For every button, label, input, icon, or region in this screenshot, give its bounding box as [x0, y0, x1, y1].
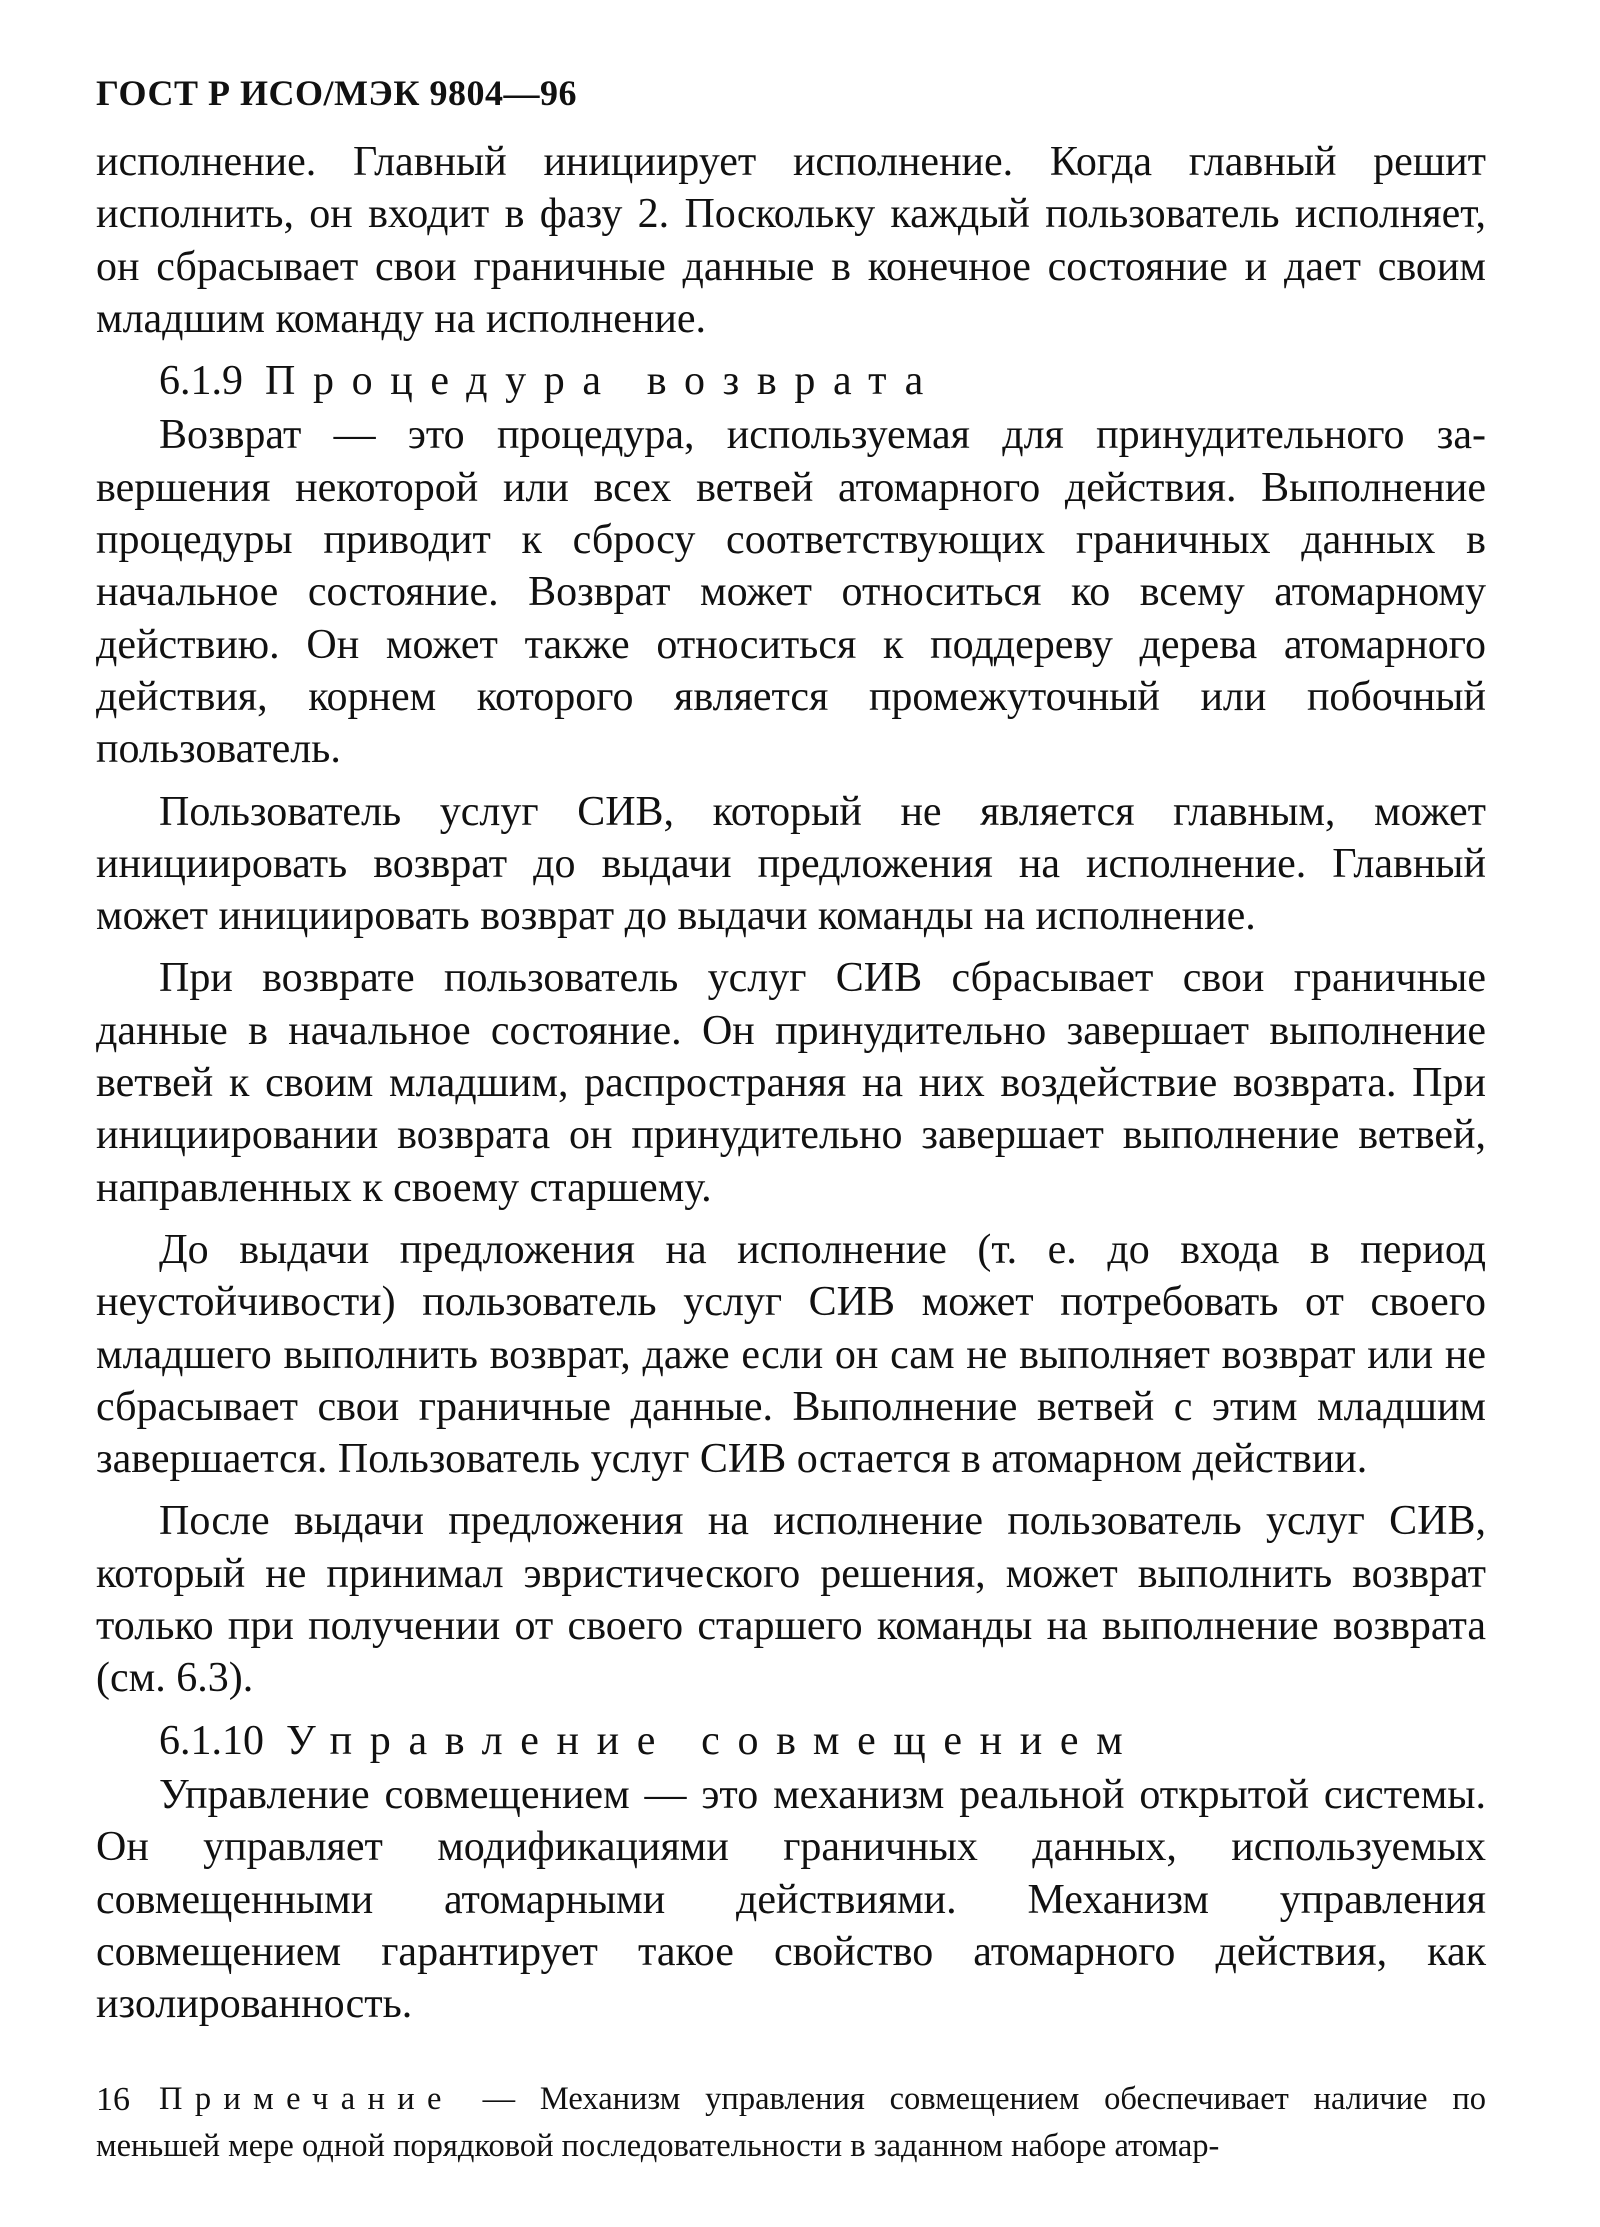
section-heading-6-1-10: [96, 1715, 1486, 1767]
section-number: 6.1.9: [159, 358, 243, 405]
document-page: [96, 62, 1486, 2170]
section-number: 6.1.10: [159, 1717, 264, 1764]
paragraph: Управление совмещением — это механизм реальной открытой системы. Он управляет модификациями граничных данных, используемых совмещенными атомарными действиями. Механизм управления совмещением гарантирует такое свойство атомарного действия, как изолированность.: [96, 1771, 1486, 2028]
paragraph: Пользователь услуг СИВ, который не является главным, может инициировать возврат до выдачи предложения на исполнение. Главный может инициировать возврат до выдачи команды на исполнение.: [96, 788, 1486, 940]
section-title: Процедура возврата: [265, 358, 941, 405]
document-body: [96, 136, 1486, 2030]
paragraph: До выдачи предложения на исполнение (т. е. до входа в период неустойчивости) пользователь услуг СИВ может потребовать от своего младшего выполнить возврат, даже если он сам не выполняет возврат или не сбрасывает свои граничные данные. Выполнение ветвей с этим младшим завершается. Пользователь услуг СИВ остается в атомарном действии.: [96, 1226, 1486, 1483]
page-number: 16: [96, 2081, 130, 2118]
section-title: Управление совмещением: [286, 1717, 1141, 1764]
note-text: — Механизм управления совмещением обеспечивает наличие по меньшей мере одной порядковой последовательности в заданном наборе атомар-: [96, 2081, 1487, 2165]
paragraph: Возврат — это процедура, используемая для принудительного завершения некоторой или всех ветвей атомарного действия. Выполнение процедуры приводит к сбросу соответствующих граничных данных в начальное состояние. Возврат может относиться ко всему атомарному действию. Он может также относиться к поддереву дерева атомарного действия, корнем которого является промежуточный или побочный пользователь.: [96, 412, 1486, 773]
document-header: ГОСТ Р ИСО/МЭК 9804—96: [96, 73, 577, 113]
section-heading-6-1-9: [96, 355, 1486, 407]
note-label: Примечание: [159, 2081, 454, 2118]
note: [96, 2076, 1486, 2170]
paragraph-continuation: исполнение. Главный инициирует исполнение. Когда главный решит исполнить, он входит в фазу 2. Поскольку каждый пользователь исполняет, он сбрасывает свои граничные данные в конечное состояние и дает своим младшим команду на исполнение.: [96, 139, 1486, 342]
paragraph: После выдачи предложения на исполнение пользователь услуг СИВ, который не принимал эвристического решения, может выполнить возврат только при получении от своего старшего команды на выполнение возврата (см. 6.3).: [96, 1498, 1486, 1702]
paragraph: При возврате пользователь услуг СИВ сбрасывает свои граничные данные в начальное состояние. Он принудительно завершает выполнение ветвей к своим младшим, распространяя на них воздействие возврата. При инициировании возврата он принудительно завершает выполнение ветвей, направленных к своему старшему.: [96, 955, 1486, 1211]
